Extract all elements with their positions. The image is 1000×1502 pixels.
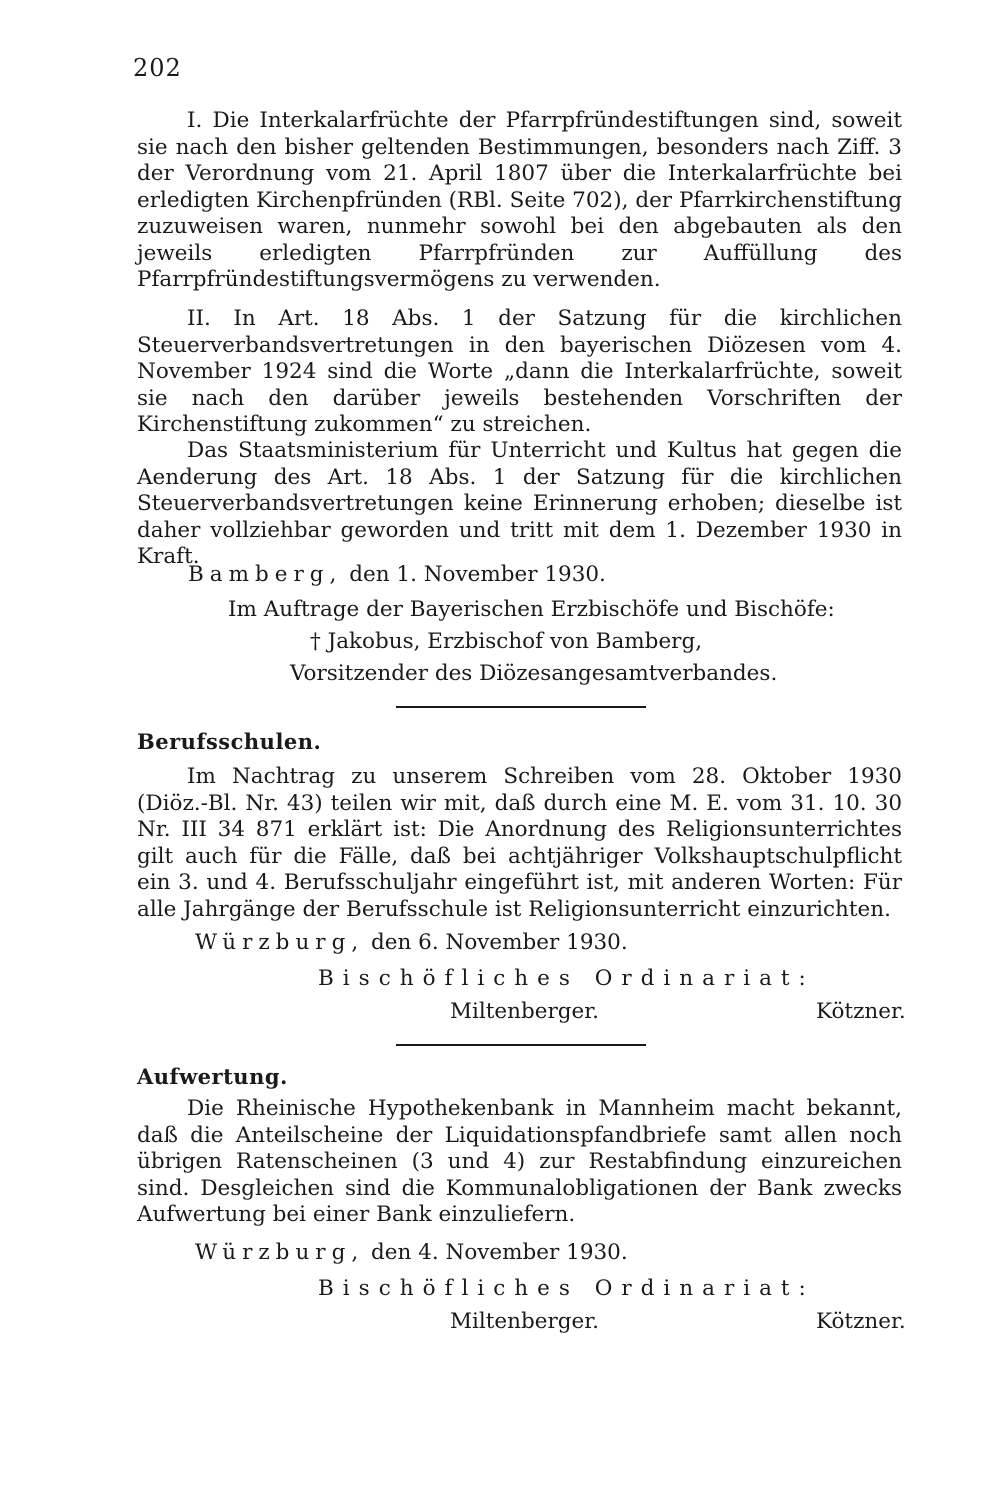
section1-dateline <box>188 562 606 588</box>
section1-signature-line-2: † Jakobus, Erzbischof von Bamberg, <box>310 629 703 654</box>
section3-heading: Aufwertung. <box>137 1064 288 1089</box>
section2-signature-right: Kötzner. <box>816 999 906 1024</box>
section2-place: Würzburg, <box>195 930 365 955</box>
section1-paragraph-3: Das Staatsministerium für Unterricht und Kultus hat gegen die Aenderung des Art. 18 Abs. 1 der Satzung für die kirchlichen Steuerverbandsvertretungen keine Erinnerung erhoben; dieselbe ist daher vollziehbar geworden und tritt mit dem 1. Dezember 1930 in Kraft. <box>137 438 902 569</box>
section3-office: Bischöfliches Ordinariat: <box>318 1276 815 1301</box>
section3-signature-right: Kötzner. <box>816 1309 906 1334</box>
section3-place: Würzburg, <box>195 1240 365 1265</box>
section1-signature-line-3: Vorsitzender des Diözesangesamtverbandes. <box>290 661 778 686</box>
section2-heading: Berufsschulen. <box>137 729 322 754</box>
section3-date: den 4. November 1930. <box>371 1240 628 1265</box>
section3-dateline <box>195 1240 628 1266</box>
section2-paragraph-1: Im Nachtrag zu unserem Schreiben vom 28. Oktober 1930 (Diöz.-Bl. Nr. 43) teilen wir mit, daß durch eine M. E. vom 31. 10. 30 Nr. III 34 871 erklärt ist: Die Anordnung des Religionsunterrichtes gilt auch für die Fälle, daß bei achtjähriger Volkshauptschulpflicht ein 3. und 4. Berufsschuljahr eingeführt ist, mit anderen Worten: Für alle Jahrgänge der Berufsschule ist Religionsunterricht einzurichten. <box>137 764 902 922</box>
section-divider-2 <box>396 1044 646 1046</box>
section-divider-1 <box>396 706 646 708</box>
section1-paragraph-1: I. Die Interkalarfrüchte der Pfarrpfründestiftungen sind, soweit sie nach den bisher geltenden Bestimmungen, besonders nach Ziff. 3 der Verordnung vom 21. April 1807 über die Interkalarfrüchte bei erledigten Kirchenpfründen (RBl. Seite 702), der Pfarrkirchenstiftung zuzuweisen waren, nunmehr sowohl bei den abgebauten als den jeweils erledigten Pfarrpfründen zur Auffüllung des Pfarrpfründestiftungsvermögens zu verwenden. <box>137 108 902 292</box>
section2-signature-left: Miltenberger. <box>450 999 599 1024</box>
section2-dateline <box>195 930 628 956</box>
section2-office: Bischöfliches Ordinariat: <box>318 966 815 991</box>
section1-signature-line-1: Im Auftrage der Bayerischen Erzbischöfe und Bischöfe: <box>228 597 835 622</box>
page-number: 202 <box>133 54 182 82</box>
section2-date: den 6. November 1930. <box>371 930 628 955</box>
section1-place: Bamberg, <box>188 562 343 587</box>
section1-date: den 1. November 1930. <box>349 562 606 587</box>
section3-signature-left: Miltenberger. <box>450 1309 599 1334</box>
section3-paragraph-1: Die Rheinische Hypothekenbank in Mannheim macht bekannt, daß die Anteilscheine der Liquidationspfandbriefe samt allen noch übrigen Ratenscheinen (3 und 4) zur Restabfindung einzureichen sind. Desgleichen sind die Kommunalobligationen der Bank zwecks Aufwertung bei einer Bank einzuliefern. <box>137 1096 902 1227</box>
section1-paragraph-2: II. In Art. 18 Abs. 1 der Satzung für die kirchlichen Steuerverbandsvertretungen in den bayerischen Diözesen vom 4. November 1924 sind die Worte „dann die Interkalarfrüchte, soweit sie nach den darüber jeweils bestehenden Vorschriften der Kirchenstiftung zukommen“ zu streichen. <box>137 306 902 437</box>
